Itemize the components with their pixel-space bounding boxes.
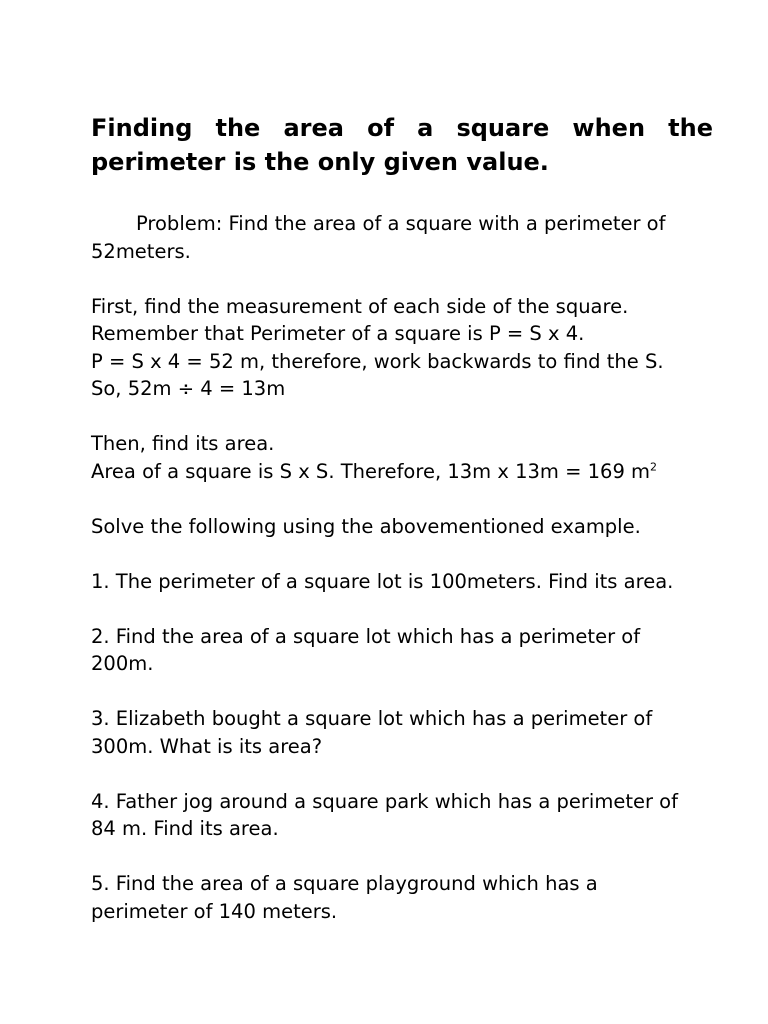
exercise-item: 5. Find the area of a square playground which has a perimeter of 140 meters. (91, 872, 598, 923)
worksheet-page (91, 111, 713, 925)
problem-statement: Problem: Find the area of a square with a perimeter of 52meters. (91, 212, 666, 263)
area-formula-text: Area of a square is S x S. Therefore, 13m x 13m = 169 m (91, 459, 651, 483)
exercise-item: 4. Father jog around a square park which has a perimeter of 84 m. Find its area. (91, 789, 678, 840)
step-line: So, 52m ÷ 4 = 13m (91, 377, 286, 400)
step-line: Remember that Perimeter of a square is P = S x 4. (91, 322, 585, 345)
step-line: P = S x 4 = 52 m, therefore, work backwards to find the S. (91, 349, 664, 373)
solution-steps (91, 293, 713, 403)
area-exponent: 2 (650, 460, 658, 473)
instruction-text: Solve the following using the abovementioned example. (91, 514, 641, 538)
exercise-item: 2. Find the area of a square lot which has a perimeter of 200m. (91, 624, 641, 675)
area-section (91, 430, 713, 485)
page-title: Finding the area of a square when the perimeter is the only given value. (91, 114, 713, 176)
area-intro: Then, find its area. (91, 432, 275, 455)
area-formula (91, 458, 713, 486)
exercise-item: 3. Elizabeth bought a square lot which has a perimeter of 300m. What is its area? (91, 707, 653, 758)
exercise-item: 1. The perimeter of a square lot is 100meters. Find its area. (91, 569, 674, 593)
step-line: First, find the measurement of each side of the square. (91, 294, 629, 318)
